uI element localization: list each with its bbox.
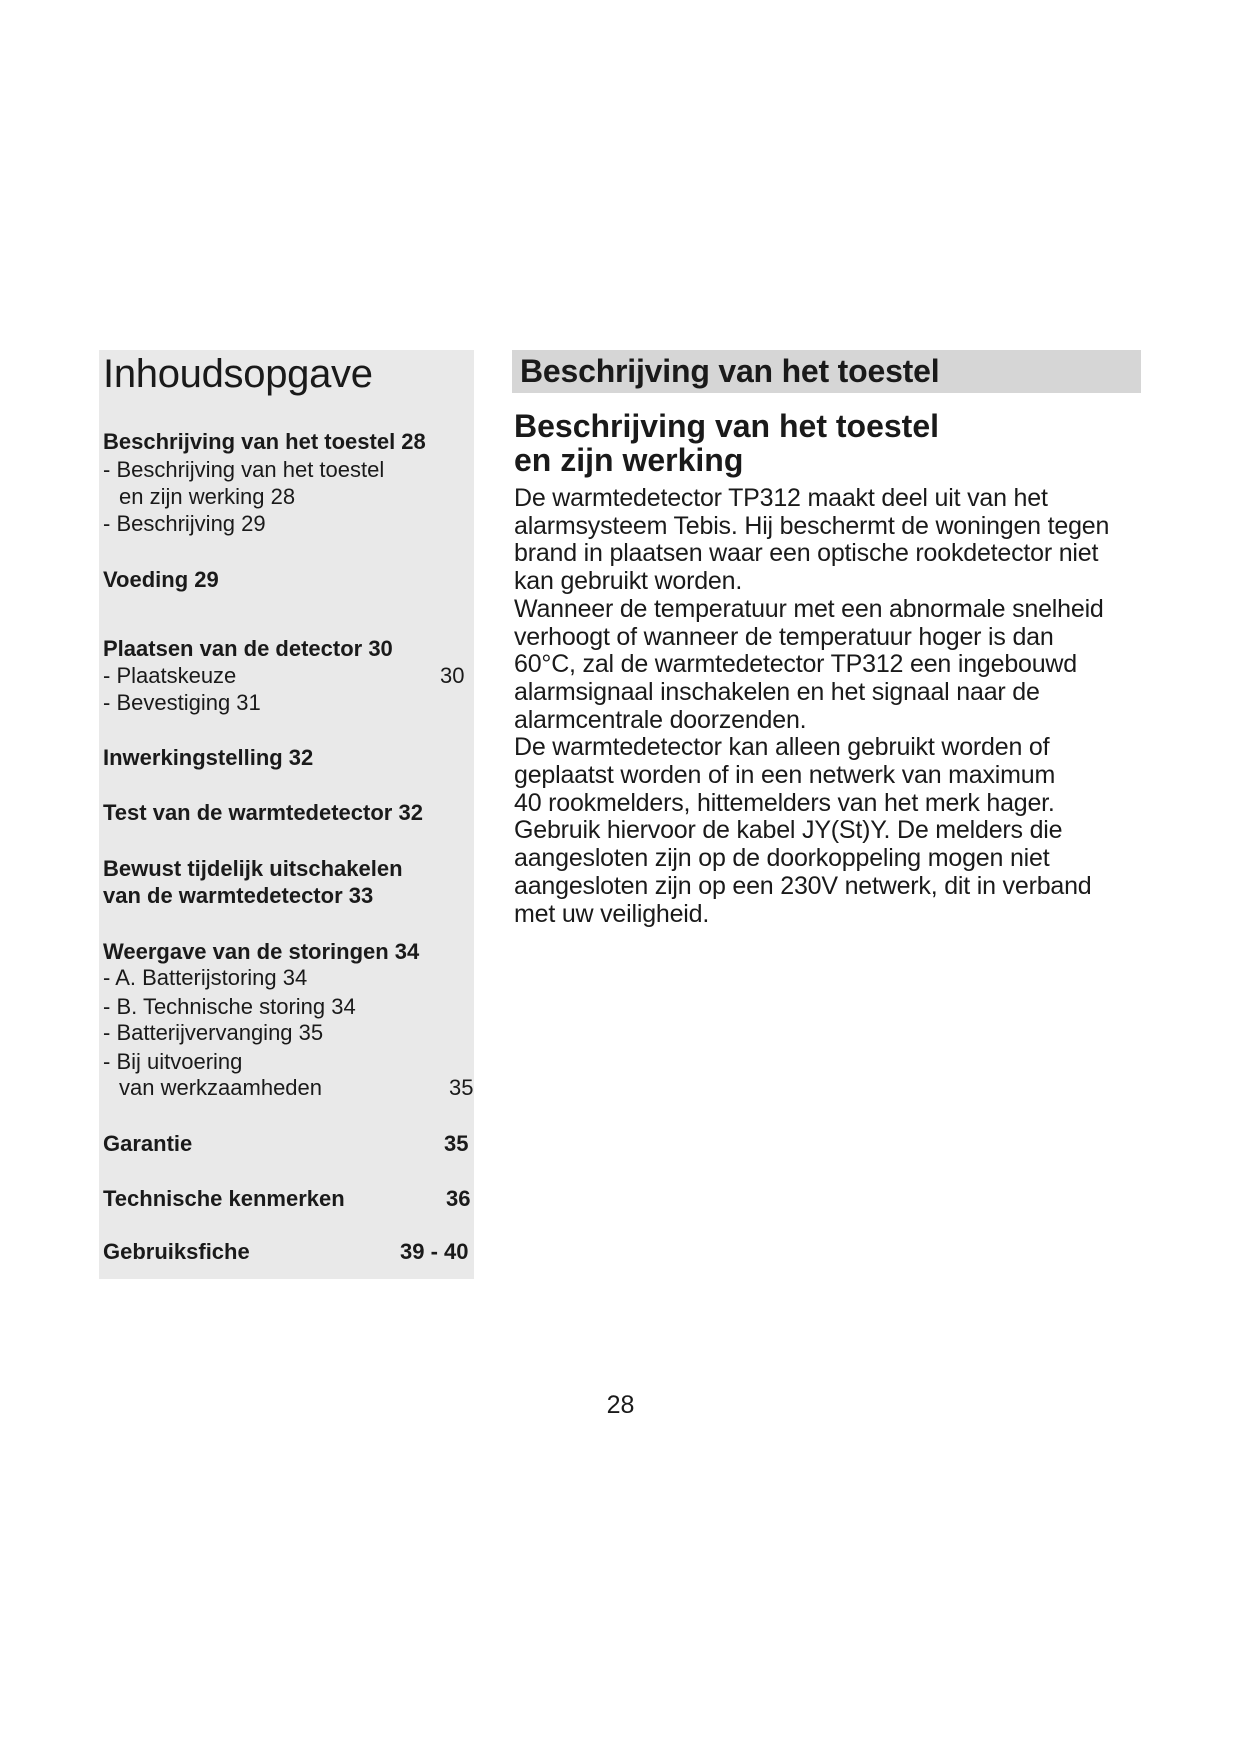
toc-entry-page: 36	[446, 1186, 471, 1211]
body-line: met uw veiligheid.	[514, 899, 710, 928]
toc-entry	[103, 1130, 474, 1157]
toc-entry-text: - Batterijvervanging 35	[103, 1020, 324, 1045]
toc-entry	[103, 938, 474, 965]
toc-entry-text: Technische kenmerken	[103, 1186, 345, 1211]
body-line: 60°C, zal de warmtedetector TP312 een ingebouwd	[514, 650, 1077, 679]
toc-entry-page: 35	[444, 1131, 469, 1156]
toc-entry	[103, 566, 474, 593]
section-header-bar	[512, 350, 1141, 393]
toc-entry-text: - Beschrijving van het toestel	[103, 457, 385, 482]
toc-entry	[103, 799, 474, 826]
body-line: alarmsysteem Tebis. Hij beschermt de woningen tegen	[514, 511, 1110, 540]
toc-entry	[103, 456, 474, 483]
toc-entry	[103, 662, 474, 689]
toc-entry-text: Plaatsen van de detector 30	[103, 636, 393, 661]
body-line: alarmsignaal inschakelen en het signaal naar de	[514, 677, 1040, 706]
toc-entry	[103, 744, 474, 771]
body-line: De warmtedetector kan alleen gebruikt worden of	[514, 733, 1050, 762]
toc-entry-text: Inwerkingstelling 32	[103, 745, 314, 770]
toc-entry-text: - Plaatskeuze	[103, 663, 237, 688]
body-line: aangesloten zijn op een 230V netwerk, dit in verband	[514, 871, 1092, 900]
toc-entry-page: 30	[440, 663, 465, 688]
toc-entry-text: - Beschrijving 29	[103, 511, 266, 536]
toc-entry-text: Bewust tijdelijk uitschakelen	[103, 856, 403, 881]
table-of-contents	[99, 350, 474, 1279]
toc-entry-text: Garantie	[103, 1131, 193, 1156]
toc-entry-text: Test van de warmtedetector 32	[103, 800, 423, 825]
sub-heading	[514, 409, 939, 477]
toc-entry-text: Beschrijving van het toestel 28	[103, 429, 426, 454]
toc-entry-text: van de warmtedetector 33	[103, 883, 374, 908]
toc-entry	[103, 510, 474, 537]
toc-entry	[103, 1019, 474, 1046]
toc-entry	[103, 855, 474, 882]
toc-entry	[119, 1074, 474, 1101]
toc-entry-page: 35	[449, 1075, 474, 1100]
toc-entry-text: en zijn werking 28	[119, 484, 296, 509]
toc-entry-text: Weergave van de storingen 34	[103, 939, 420, 964]
sub-heading-line: en zijn werking	[514, 442, 744, 478]
body-line: De warmtedetector TP312 maakt deel uit van het	[514, 484, 1048, 512]
page-number: 28	[606, 1391, 635, 1419]
toc-entry	[103, 993, 474, 1020]
toc-entry	[103, 964, 474, 991]
body-paragraph	[514, 485, 1164, 928]
toc-entry-text: Gebruiksfiche	[103, 1239, 250, 1264]
toc-entry-text: van werkzaamheden	[119, 1075, 323, 1100]
toc-entry	[103, 882, 474, 909]
toc-entry	[119, 483, 474, 510]
sub-heading-line: Beschrijving van het toestel	[514, 408, 940, 444]
body-line: geplaatst worden of in een netwerk van maximum	[514, 761, 1056, 790]
toc-entry	[103, 1048, 474, 1075]
toc-entry	[103, 689, 474, 716]
toc-entry-text: - Bevestiging 31	[103, 690, 261, 715]
body-line: Gebruik hiervoor de kabel JY(St)Y. De melders die	[514, 816, 1063, 845]
body-line: Wanneer de temperatuur met een abnormale snelheid	[514, 594, 1104, 623]
toc-entry	[103, 635, 474, 662]
toc-entry	[103, 428, 474, 455]
toc-entry-text: - Bij uitvoering	[103, 1049, 243, 1074]
body-line: 40 rookmelders, hittemelders van het merk hager.	[514, 788, 1055, 817]
toc-entry	[103, 1185, 474, 1212]
toc-title: Inhoudsopgave	[103, 352, 373, 396]
toc-entry-text: Voeding 29	[103, 567, 219, 592]
body-line: verhoogt of wanneer de temperatuur hoger is dan	[514, 622, 1054, 651]
toc-entry-text: - A. Batterijstoring 34	[103, 965, 308, 990]
toc-entry-page: 39 - 40	[400, 1239, 469, 1264]
toc-entry-text: - B. Technische storing 34	[103, 994, 356, 1019]
section-title: Beschrijving van het toestel	[520, 353, 940, 389]
toc-entry	[103, 1238, 474, 1265]
body-line: brand in plaatsen waar een optische rookdetector niet	[514, 539, 1099, 568]
body-line: kan gebruikt worden.	[514, 567, 743, 596]
body-line: aangesloten zijn op de doorkoppeling mogen niet	[514, 844, 1050, 873]
body-line: alarmcentrale doorzenden.	[514, 705, 807, 734]
